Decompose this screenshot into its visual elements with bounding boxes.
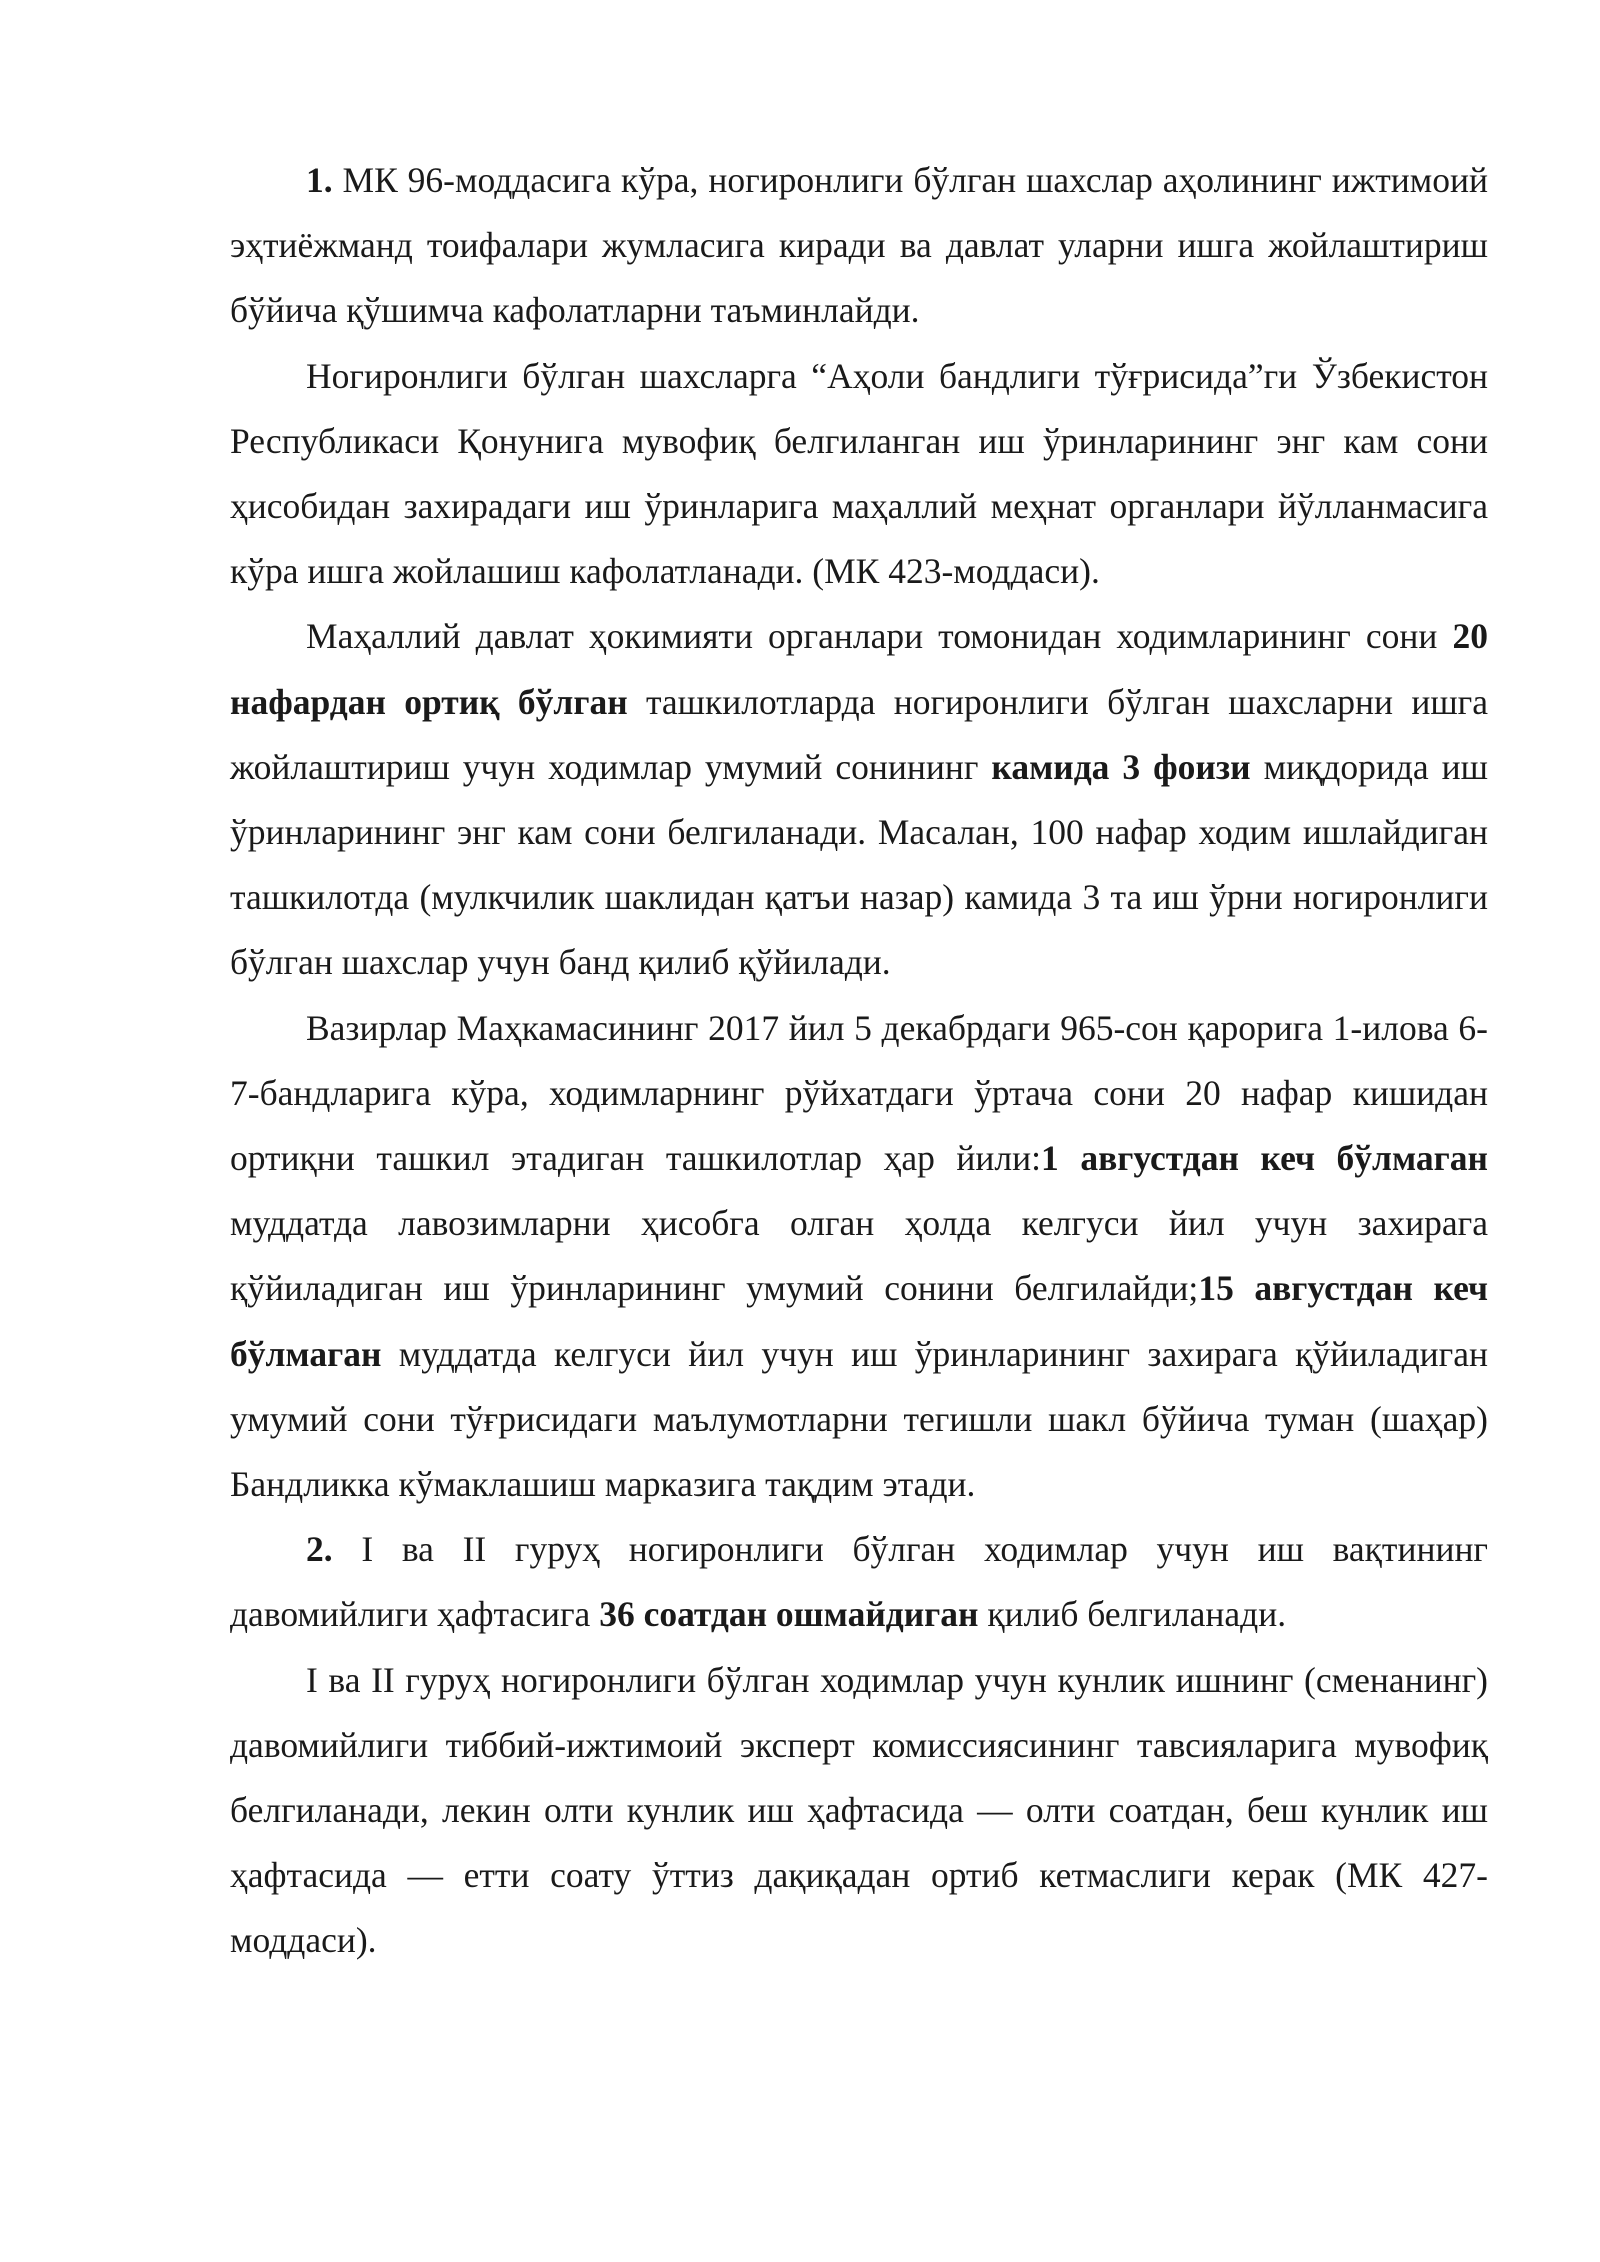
bold-emphasis: 20 нафардан ортиқ бўлган <box>230 616 1488 722</box>
paragraph-text: муддатда келгуси йил учун иш ўринларининг захирага қўйиладиган умумий сони тўғрисидаги маълумотларни тегишли шакл бўйича туман (шаҳар) Бандликка кўмаклашиш марказига тақдим этади. <box>230 1333 1488 1505</box>
paragraph-4 <box>230 996 1488 1518</box>
paragraph-text: I ва II гуруҳ ногиронлиги бўлган ходимлар учун кунлик ишнинг (сменанинг) давомийлиги тиббий-ижтимоий эксперт комиссиясининг тавсияларига мувофиқ белгиланади, лекин олти кунлик иш ҳафтасида — олти соатдан, беш кунлик иш ҳафтасида — етти соату ўттиз дақиқадан ортиб кетмаслиги керак (МК 427-моддаси). <box>230 1659 1488 1961</box>
paragraph-text: миқдорида иш ўринларининг энг кам сони белгиланади. Масалан, 100 нафар ходим ишлайдиган ташкилотда (мулкчилик шаклидан қатъи назар) камида 3 та иш ўрни ногиронлиги бўлган шахслар учун банд қилиб қўйилади. <box>230 746 1488 983</box>
paragraph-3 <box>230 604 1488 995</box>
paragraph-text: муддатда лавозимларни ҳисобга олган ҳолда келгуси йил учун захирага қўйиладиган иш ўринларининг умумий сонини белгилайди; <box>230 1203 1488 1309</box>
document-body <box>230 148 1488 1974</box>
item-number: 2. <box>306 1529 333 1570</box>
paragraph-text: ташкилотларда ногиронлиги бўлган шахсларни ишга жойлаштириш учун ходимлар умумий сонининг <box>230 681 1488 787</box>
paragraph-text: Ногиронлиги бўлган шахсларга “Аҳоли бандлиги тўғрисида”ги Ўзбекистон Республикаси Қонунига мувофиқ белгиланган иш ўринларининг энг кам сони ҳисобидан захирадаги иш ўринларига маҳаллий меҳнат органлари йўлланмасига кўра ишга жойлашиш кафолатланади. (МК 423-моддаси). <box>230 355 1488 592</box>
paragraph-text: қилиб белгиланади. <box>978 1594 1287 1635</box>
item-number: 1. <box>306 160 333 200</box>
paragraph-text: МК 96-моддасига кўра, ногиронлиги бўлган шахслар аҳолининг ижтимоий эҳтиёжманд тоифалари жумласига киради ва давлат уларни ишга жойлаштириш бўйича қўшимча кафолатларни таъминлайди. <box>230 160 1488 331</box>
bold-emphasis: камида 3 фоизи <box>991 746 1251 787</box>
paragraph-text: I ва II гуруҳ ногиронлиги бўлган ходимлар учун иш вақтининг давомийлиги ҳафтасига <box>230 1529 1488 1635</box>
paragraph-text: Маҳаллий давлат ҳокимияти органлари томонидан ходимларининг сони <box>306 616 1453 657</box>
paragraph-2 <box>230 344 1488 605</box>
paragraph-6 <box>230 1648 1488 1974</box>
bold-emphasis: 1 августдан кеч бўлмаган <box>1041 1138 1488 1179</box>
paragraph-1 <box>230 148 1488 344</box>
bold-emphasis: 36 соатдан ошмайдиган <box>599 1594 979 1635</box>
paragraph-text: Вазирлар Маҳкамасининг 2017 йил 5 декабрдаги 965-сон қарорига 1-илова 6-7-бандларига кўра, ходимларнинг рўйхатдаги ўртача сони 20 нафар кишидан ортиқни ташкил этадиган ташкилотлар ҳар йили: <box>230 1007 1488 1179</box>
bold-emphasis: 15 августдан кеч бўлмаган <box>230 1268 1489 1374</box>
paragraph-5 <box>230 1517 1488 1647</box>
